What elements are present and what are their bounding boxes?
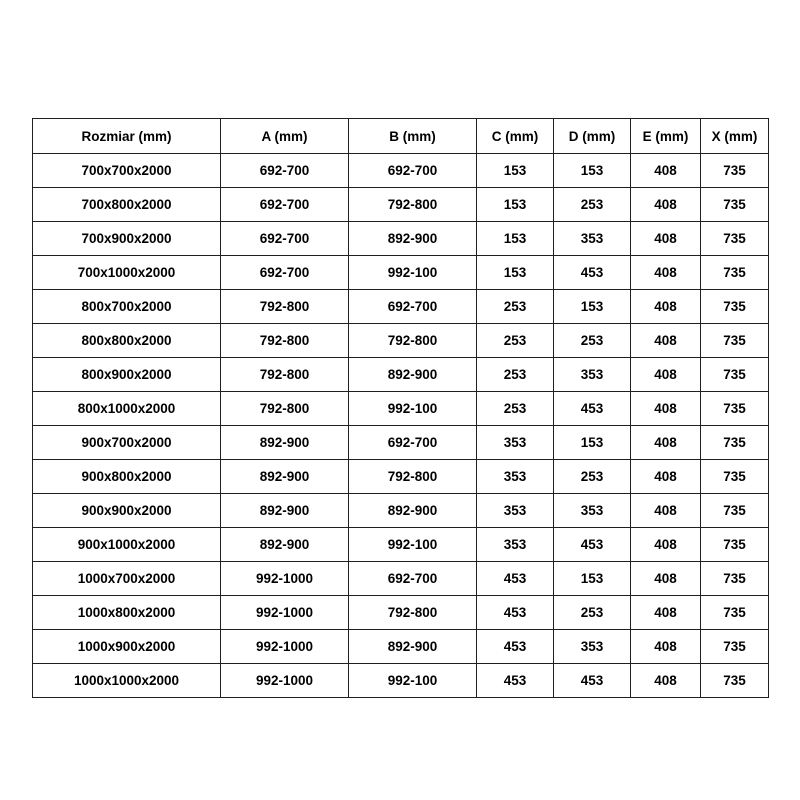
cell-c: 453 xyxy=(477,596,554,630)
table-row xyxy=(33,222,769,256)
cell-a: 992-1000 xyxy=(221,596,349,630)
cell-a: 892-900 xyxy=(221,528,349,562)
cell-e: 408 xyxy=(631,460,701,494)
cell-c: 153 xyxy=(477,154,554,188)
cell-e: 408 xyxy=(631,426,701,460)
cell-c: 453 xyxy=(477,630,554,664)
cell-size: 700x700x2000 xyxy=(33,154,221,188)
cell-size: 1000x900x2000 xyxy=(33,630,221,664)
table-row xyxy=(33,256,769,290)
cell-d: 153 xyxy=(554,426,631,460)
cell-d: 253 xyxy=(554,324,631,358)
cell-x: 735 xyxy=(701,664,769,698)
cell-size: 1000x700x2000 xyxy=(33,562,221,596)
cell-a: 692-700 xyxy=(221,222,349,256)
cell-b: 892-900 xyxy=(349,630,477,664)
cell-c: 353 xyxy=(477,426,554,460)
cell-size: 800x800x2000 xyxy=(33,324,221,358)
table-row xyxy=(33,528,769,562)
cell-d: 153 xyxy=(554,154,631,188)
cell-x: 735 xyxy=(701,324,769,358)
cell-e: 408 xyxy=(631,596,701,630)
column-header-e: E (mm) xyxy=(631,119,701,154)
cell-c: 353 xyxy=(477,494,554,528)
cell-size: 700x900x2000 xyxy=(33,222,221,256)
cell-a: 992-1000 xyxy=(221,664,349,698)
cell-d: 253 xyxy=(554,596,631,630)
cell-c: 353 xyxy=(477,528,554,562)
table-row xyxy=(33,630,769,664)
cell-e: 408 xyxy=(631,154,701,188)
cell-x: 735 xyxy=(701,154,769,188)
table-row xyxy=(33,494,769,528)
cell-size: 700x800x2000 xyxy=(33,188,221,222)
cell-e: 408 xyxy=(631,290,701,324)
cell-a: 892-900 xyxy=(221,426,349,460)
cell-d: 353 xyxy=(554,630,631,664)
cell-x: 735 xyxy=(701,528,769,562)
cell-c: 453 xyxy=(477,664,554,698)
cell-b: 692-700 xyxy=(349,154,477,188)
cell-e: 408 xyxy=(631,324,701,358)
cell-d: 353 xyxy=(554,358,631,392)
table-row xyxy=(33,664,769,698)
column-header-c: C (mm) xyxy=(477,119,554,154)
cell-a: 792-800 xyxy=(221,358,349,392)
cell-e: 408 xyxy=(631,188,701,222)
cell-x: 735 xyxy=(701,596,769,630)
cell-e: 408 xyxy=(631,630,701,664)
cell-size: 900x700x2000 xyxy=(33,426,221,460)
cell-x: 735 xyxy=(701,460,769,494)
cell-a: 692-700 xyxy=(221,188,349,222)
cell-a: 692-700 xyxy=(221,256,349,290)
column-header-size: Rozmiar (mm) xyxy=(33,119,221,154)
cell-a: 792-800 xyxy=(221,324,349,358)
size-table-container xyxy=(32,118,768,698)
cell-d: 353 xyxy=(554,494,631,528)
cell-size: 1000x1000x2000 xyxy=(33,664,221,698)
cell-d: 453 xyxy=(554,256,631,290)
cell-x: 735 xyxy=(701,358,769,392)
cell-b: 692-700 xyxy=(349,562,477,596)
table-row xyxy=(33,426,769,460)
cell-b: 892-900 xyxy=(349,222,477,256)
cell-b: 792-800 xyxy=(349,188,477,222)
cell-d: 353 xyxy=(554,222,631,256)
cell-c: 253 xyxy=(477,290,554,324)
cell-b: 992-100 xyxy=(349,528,477,562)
table-row xyxy=(33,358,769,392)
cell-c: 153 xyxy=(477,188,554,222)
cell-a: 692-700 xyxy=(221,154,349,188)
cell-b: 892-900 xyxy=(349,358,477,392)
cell-e: 408 xyxy=(631,528,701,562)
cell-x: 735 xyxy=(701,630,769,664)
cell-x: 735 xyxy=(701,562,769,596)
cell-size: 700x1000x2000 xyxy=(33,256,221,290)
cell-size: 900x1000x2000 xyxy=(33,528,221,562)
cell-c: 453 xyxy=(477,562,554,596)
cell-x: 735 xyxy=(701,392,769,426)
cell-d: 153 xyxy=(554,290,631,324)
cell-b: 792-800 xyxy=(349,596,477,630)
cell-d: 453 xyxy=(554,528,631,562)
table-row xyxy=(33,562,769,596)
cell-b: 992-100 xyxy=(349,664,477,698)
cell-d: 253 xyxy=(554,460,631,494)
dimensions-table xyxy=(32,118,769,698)
cell-c: 253 xyxy=(477,358,554,392)
cell-size: 800x700x2000 xyxy=(33,290,221,324)
cell-a: 992-1000 xyxy=(221,562,349,596)
column-header-b: B (mm) xyxy=(349,119,477,154)
cell-e: 408 xyxy=(631,358,701,392)
cell-size: 900x900x2000 xyxy=(33,494,221,528)
cell-e: 408 xyxy=(631,222,701,256)
cell-size: 1000x800x2000 xyxy=(33,596,221,630)
cell-b: 692-700 xyxy=(349,426,477,460)
cell-b: 892-900 xyxy=(349,494,477,528)
table-header xyxy=(33,119,769,154)
cell-x: 735 xyxy=(701,222,769,256)
cell-e: 408 xyxy=(631,562,701,596)
cell-e: 408 xyxy=(631,664,701,698)
cell-d: 153 xyxy=(554,562,631,596)
cell-c: 353 xyxy=(477,460,554,494)
cell-a: 892-900 xyxy=(221,494,349,528)
column-header-d: D (mm) xyxy=(554,119,631,154)
cell-c: 253 xyxy=(477,392,554,426)
cell-b: 692-700 xyxy=(349,290,477,324)
cell-a: 792-800 xyxy=(221,392,349,426)
table-row xyxy=(33,460,769,494)
cell-size: 800x900x2000 xyxy=(33,358,221,392)
table-row xyxy=(33,188,769,222)
cell-c: 253 xyxy=(477,324,554,358)
cell-c: 153 xyxy=(477,222,554,256)
cell-x: 735 xyxy=(701,426,769,460)
cell-d: 253 xyxy=(554,188,631,222)
cell-c: 153 xyxy=(477,256,554,290)
cell-size: 900x800x2000 xyxy=(33,460,221,494)
cell-a: 792-800 xyxy=(221,290,349,324)
cell-d: 453 xyxy=(554,664,631,698)
column-header-x: X (mm) xyxy=(701,119,769,154)
table-body xyxy=(33,154,769,698)
cell-e: 408 xyxy=(631,256,701,290)
cell-x: 735 xyxy=(701,290,769,324)
cell-x: 735 xyxy=(701,494,769,528)
table-row xyxy=(33,154,769,188)
table-row xyxy=(33,290,769,324)
table-row xyxy=(33,392,769,426)
column-header-a: A (mm) xyxy=(221,119,349,154)
cell-b: 992-100 xyxy=(349,392,477,426)
cell-e: 408 xyxy=(631,392,701,426)
cell-d: 453 xyxy=(554,392,631,426)
cell-b: 992-100 xyxy=(349,256,477,290)
cell-size: 800x1000x2000 xyxy=(33,392,221,426)
cell-b: 792-800 xyxy=(349,324,477,358)
cell-a: 892-900 xyxy=(221,460,349,494)
cell-x: 735 xyxy=(701,256,769,290)
table-row xyxy=(33,596,769,630)
table-row xyxy=(33,324,769,358)
cell-e: 408 xyxy=(631,494,701,528)
cell-a: 992-1000 xyxy=(221,630,349,664)
table-header-row xyxy=(33,119,769,154)
cell-b: 792-800 xyxy=(349,460,477,494)
cell-x: 735 xyxy=(701,188,769,222)
